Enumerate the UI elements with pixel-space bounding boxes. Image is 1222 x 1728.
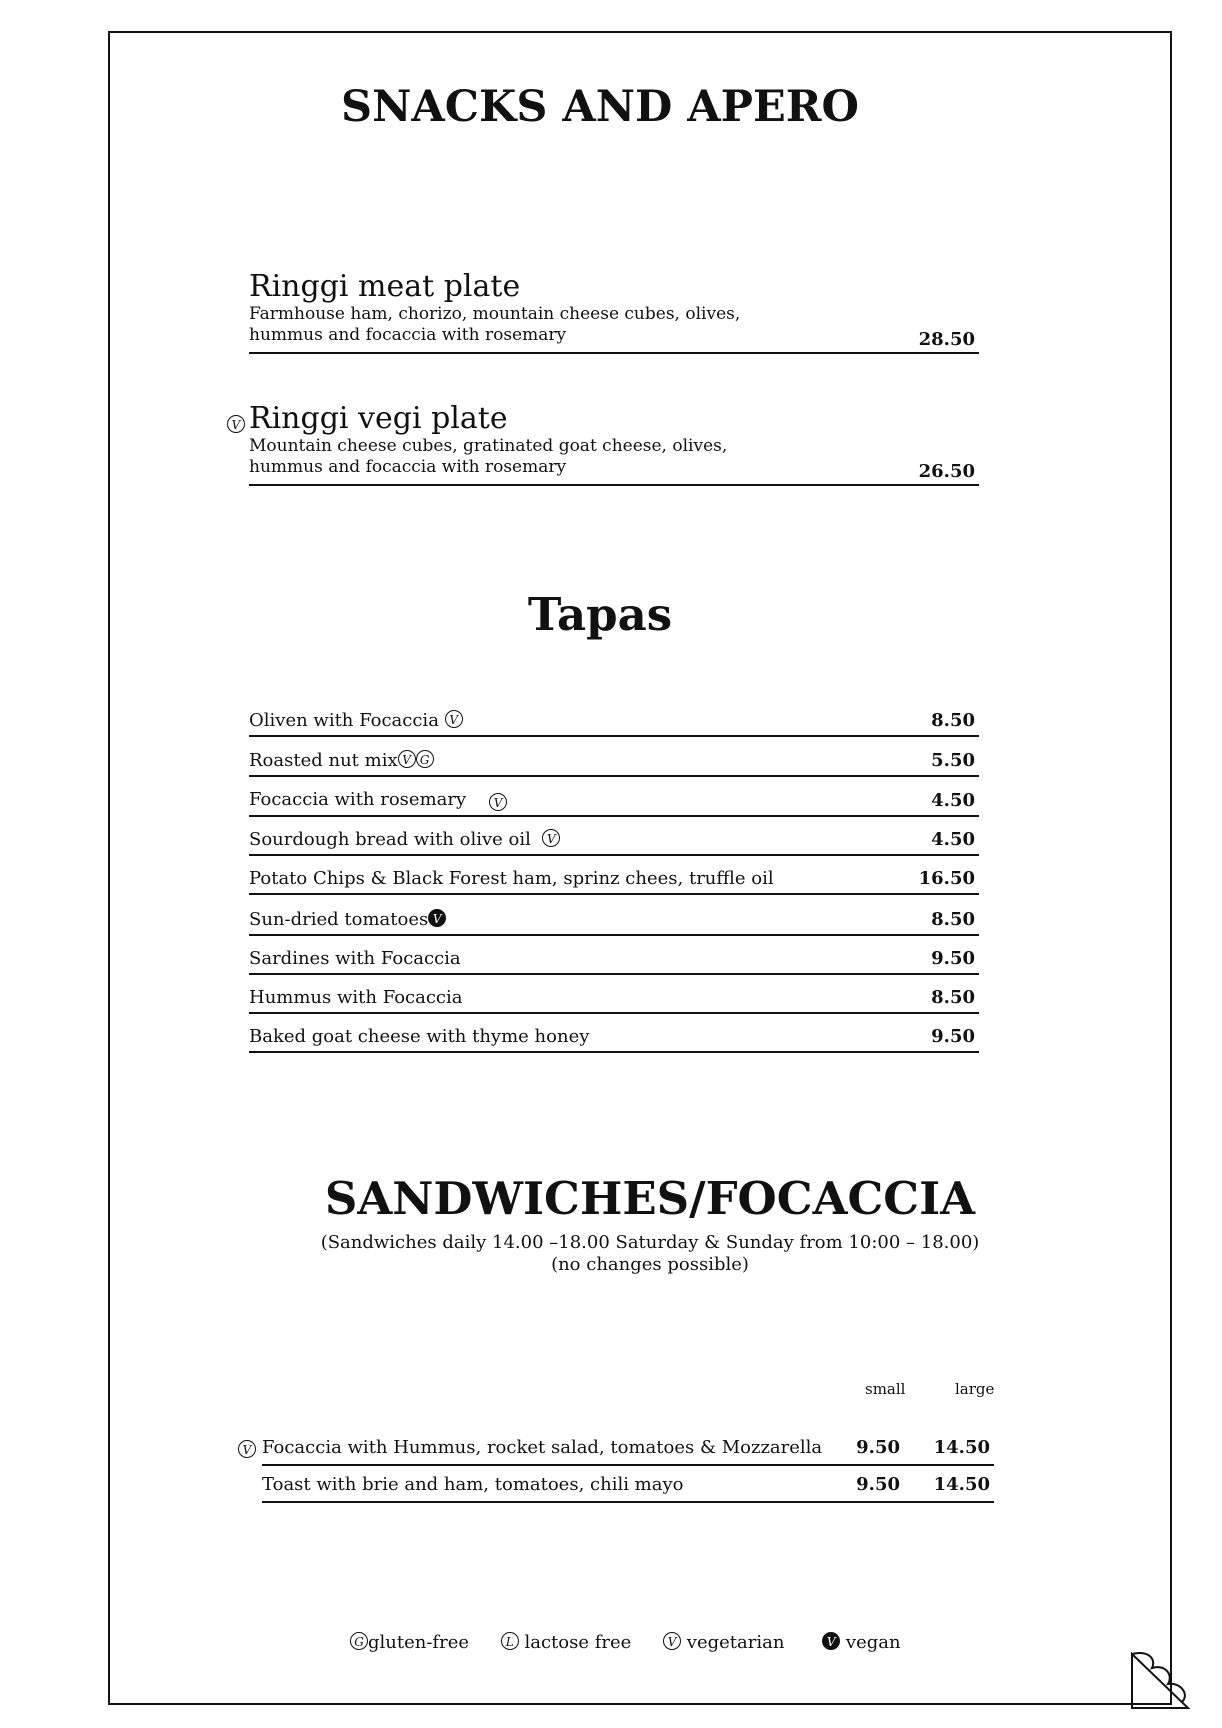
item-name: Sourdough bread with olive oil <box>249 829 531 850</box>
gluten-free-icon: G <box>350 1632 368 1650</box>
vegetarian-icon: V <box>489 793 507 811</box>
item-name: Toast with brie and ham, tomatoes, chili mayo <box>262 1474 684 1495</box>
vegetarian-icon: V <box>398 750 416 768</box>
item-price: 4.50 <box>931 829 975 850</box>
plate-name: Ringgi meat plate <box>249 269 521 304</box>
vegan-icon: V <box>428 909 446 927</box>
no-changes-note: (no changes possible) <box>551 1254 749 1275</box>
item-name: Focaccia with Hummus, rocket salad, tomatoes & Mozzarella <box>262 1437 823 1458</box>
item-price: 5.50 <box>931 750 975 771</box>
plate-description-line1: Farmhouse ham, chorizo, mountain cheese cubes, olives, <box>249 304 741 324</box>
item-price: 8.50 <box>931 909 975 930</box>
price-large: 14.50 <box>933 1437 990 1458</box>
item-name: Roasted nut mix <box>249 750 398 771</box>
list-item <box>249 705 979 737</box>
vegetarian-icon: V <box>542 829 560 847</box>
section-title-sandwiches: SANDWICHES/FOCACCIA <box>324 1172 976 1225</box>
legend-vegan: vegan <box>845 1632 901 1653</box>
plate-price: 26.50 <box>918 461 975 482</box>
corner-logo-icon <box>1130 1650 1192 1710</box>
price-small: 9.50 <box>856 1474 900 1495</box>
lactose-free-icon: L <box>501 1632 519 1650</box>
list-item <box>249 982 979 1014</box>
item-name: Oliven with Focaccia <box>249 710 439 731</box>
section-title-tapas: Tapas <box>527 588 673 641</box>
item-name: Sun-dried tomatoes <box>249 909 429 930</box>
list-item <box>249 824 979 856</box>
item-price: 8.50 <box>931 710 975 731</box>
column-header-small: small <box>865 1380 906 1398</box>
item-name: Hummus with Focaccia <box>249 987 463 1008</box>
gluten-free-icon: G <box>416 750 434 768</box>
plate-description-line2: hummus and focaccia with rosemary <box>249 457 567 477</box>
item-name: Focaccia with rosemary <box>249 789 467 810</box>
item-price: 4.50 <box>931 790 975 811</box>
table-row <box>242 1432 994 1466</box>
item-name: Baked goat cheese with thyme honey <box>249 1026 590 1047</box>
plate-description-line1: Mountain cheese cubes, gratinated goat cheese, olives, <box>249 436 728 456</box>
plate-price: 28.50 <box>918 329 975 350</box>
vegan-icon: V <box>822 1632 840 1650</box>
vegetarian-icon: V <box>238 1440 256 1458</box>
list-item <box>249 1021 979 1053</box>
sandwich-hours-note: (Sandwiches daily 14.00 –18.00 Saturday & Sunday from 10:00 – 18.00) <box>320 1232 980 1253</box>
divider <box>249 484 979 486</box>
item-name: Sardines with Focaccia <box>249 948 461 969</box>
item-price: 9.50 <box>931 948 975 969</box>
vegetarian-icon: V <box>663 1632 681 1650</box>
item-price: 8.50 <box>931 987 975 1008</box>
item-name: Potato Chips & Black Forest ham, sprinz chees, truffle oil <box>249 868 774 889</box>
item-price: 16.50 <box>918 868 975 889</box>
menu-item-meat-plate <box>249 270 979 354</box>
column-header-large: large <box>955 1380 995 1398</box>
table-row <box>262 1469 994 1503</box>
legend-vegetarian: vegetarian <box>686 1632 785 1653</box>
vegetarian-icon: V <box>227 415 245 433</box>
price-small: 9.50 <box>856 1437 900 1458</box>
menu-item-vegi-plate <box>231 401 979 486</box>
list-item <box>249 943 979 975</box>
legend-lactose-free: lactose free <box>524 1632 632 1653</box>
list-item <box>249 745 979 777</box>
plate-name: Ringgi vegi plate <box>249 401 508 436</box>
list-item <box>249 785 979 817</box>
list-item <box>249 863 979 895</box>
item-price: 9.50 <box>931 1026 975 1047</box>
price-large: 14.50 <box>933 1474 990 1495</box>
allergen-legend <box>350 1632 927 1653</box>
divider <box>249 352 979 354</box>
vegetarian-icon: V <box>445 710 463 728</box>
list-item <box>249 904 979 936</box>
legend-gluten-free: gluten-free <box>368 1632 470 1653</box>
plate-description-line2: hummus and focaccia with rosemary <box>249 325 567 345</box>
section-title-snacks: SNACKS AND APERO <box>341 82 859 132</box>
